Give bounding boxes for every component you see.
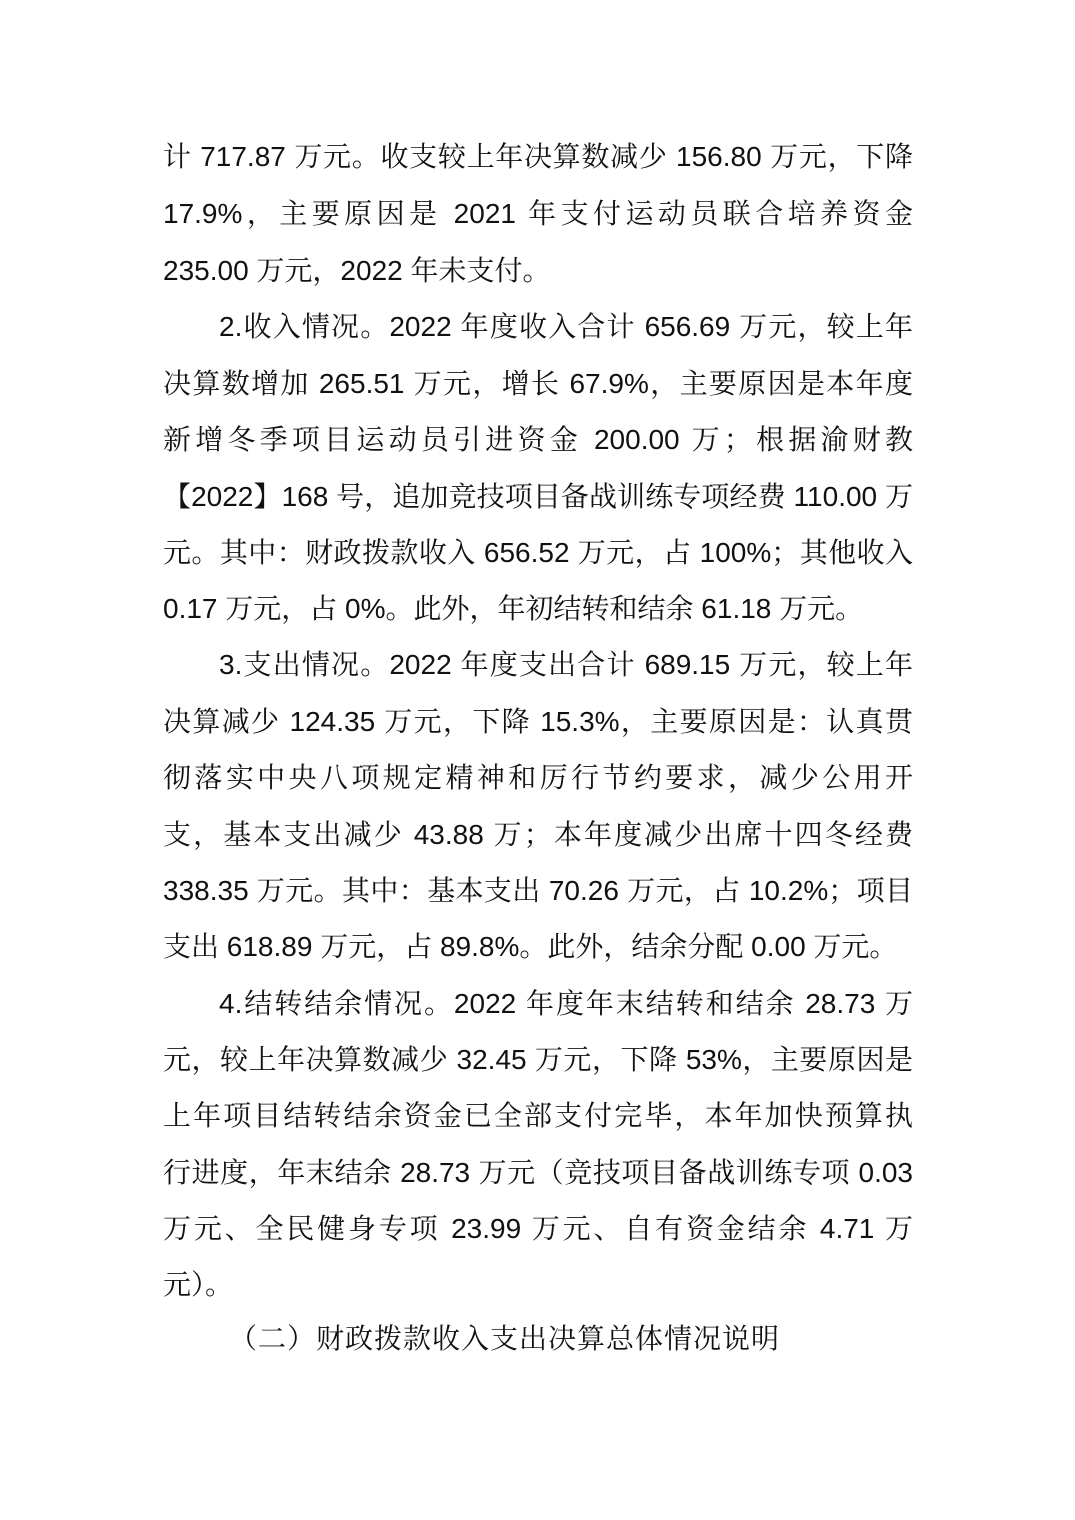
expense-paragraph-line-5: 338.35 万元。其中：基本支出 70.26 万元，占 10.2%；项目	[163, 875, 913, 906]
income-paragraph-line-4: 【2022】168 号，追加竞技项目备战训练专项经费 110.00 万	[163, 481, 913, 512]
income-paragraph-line-2: 决算数增加 265.51 万元，增长 67.9%，主要原因是本年度	[163, 368, 913, 399]
balance-paragraph-line-3: 上年项目结转结余资金已全部支付完毕，本年加快预算执	[163, 1100, 913, 1131]
income-paragraph-line-5: 元。其中：财政拨款收入 656.52 万元，占 100%；其他收入	[163, 537, 913, 568]
expense-paragraph-line-6: 支出 618.89 万元，占 89.8%。此外，结余分配 0.00 万元。	[163, 931, 898, 962]
expense-paragraph-line-2: 决算减少 124.35 万元，下降 15.3%，主要原因是：认真贯	[163, 706, 913, 737]
income-paragraph-line-6: 0.17 万元，占 0%。此外，年初结转和结余 61.18 万元。	[163, 593, 864, 624]
balance-paragraph-line-5: 万元、全民健身专项 23.99 万元、自有资金结余 4.71 万	[163, 1213, 913, 1244]
expense-paragraph-line-1: 3.支出情况。2022 年度支出合计 689.15 万元，较上年	[219, 649, 913, 680]
text-line-3: 235.00 万元，2022 年未支付。	[163, 255, 551, 286]
income-paragraph-line-1: 2.收入情况。2022 年度收入合计 656.69 万元，较上年	[219, 311, 913, 342]
expense-paragraph-line-4: 支，基本支出减少 43.88 万；本年度减少出席十四冬经费	[163, 819, 913, 850]
balance-paragraph-line-1: 4.结转结余情况。2022 年度年末结转和结余 28.73 万	[219, 988, 913, 1019]
text-line-1: 计 717.87 万元。收支较上年决算数减少 156.80 万元，下降	[163, 141, 913, 172]
balance-paragraph-line-2: 元，较上年决算数减少 32.45 万元，下降 53%，主要原因是	[163, 1044, 913, 1075]
balance-paragraph-line-6: 元）。	[163, 1269, 234, 1300]
text-line-2: 17.9%，主要原因是 2021 年支付运动员联合培养资金	[163, 198, 913, 229]
balance-paragraph-line-4: 行进度，年末结余 28.73 万元（竞技项目备战训练专项 0.03	[163, 1157, 913, 1188]
income-paragraph-line-3: 新增冬季项目运动员引进资金 200.00 万；根据渝财教	[163, 424, 913, 455]
section-heading: （二）财政拨款收入支出决算总体情况说明	[229, 1322, 781, 1355]
expense-paragraph-line-3: 彻落实中央八项规定精神和厉行节约要求，减少公用开	[163, 762, 913, 793]
